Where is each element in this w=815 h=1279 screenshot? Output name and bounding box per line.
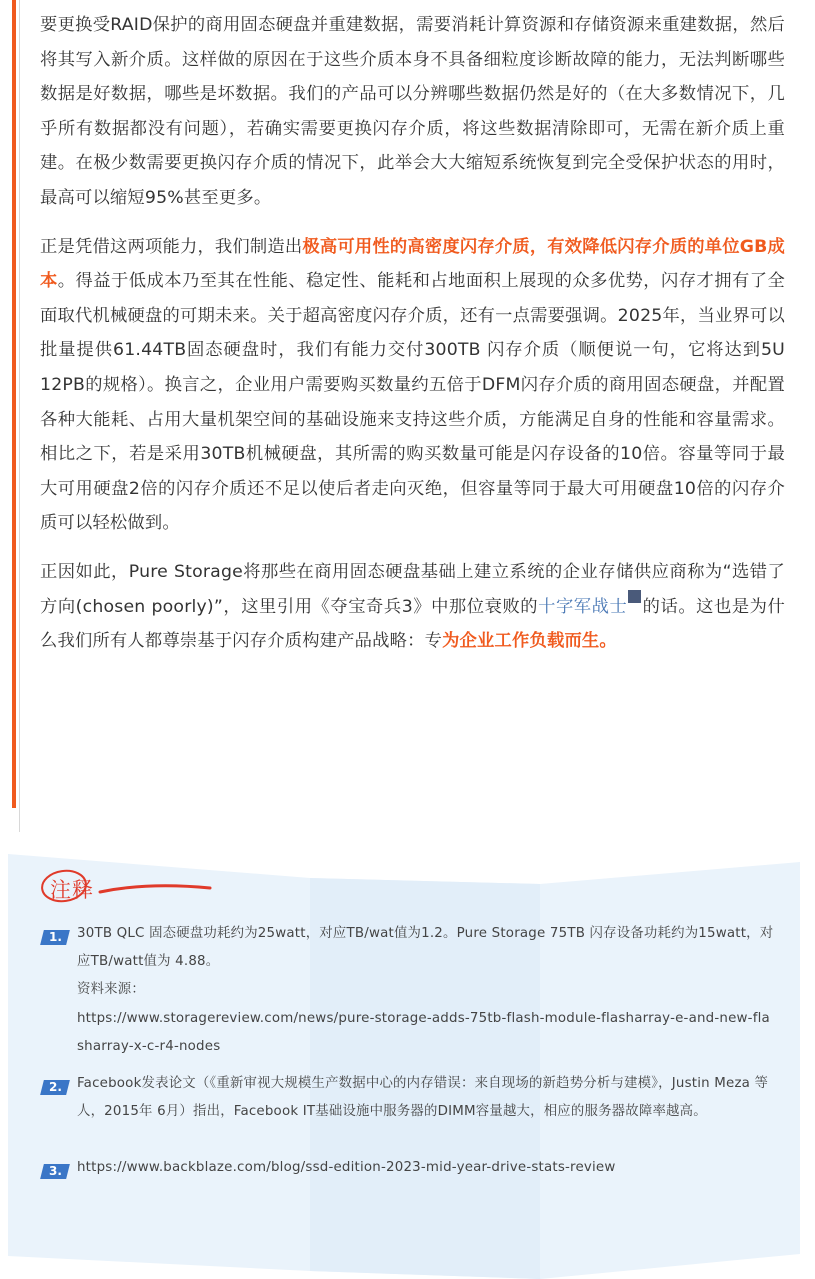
note-number: 3. — [48, 1164, 62, 1178]
note-number: 1. — [48, 930, 62, 944]
note-text: 30TB QLC 固态硬盘功耗约为25watt，对应TB/wat值为1.2。Pure Storage 75TB 闪存设备功耗约为15watt，对应TB/watt值为 4.88。 — [77, 926, 774, 970]
highlight-text: 极高可用性的高密度闪存介质，有效降低闪存介质的单位GB成本 — [40, 236, 785, 292]
note-number: 2. — [48, 1080, 62, 1094]
paragraph-2-rest: 。得益于低成本乃至其在性能、稳定性、能耗和占地面积上展现的众多优势，闪存才拥有了全面取代机械硬盘的可期未来。关于超高密度闪存介质，还有一点需要强调。2025年，当业界可以批量提供61.44TB固态硬盘时，我们有能力交付300TB 闪存介质（顺便说一句，它将达到5U 12PB的规格）。换言之，企业用户需要购买数量约五倍于DFM闪存介质的商用固态硬盘，并配置各种大能耗、占用大量机架空间的基础设施来支持这些介质，方能满足自身的性能和容量需求。相比之下，若是采用30TB机械硬盘，其所需的购买数量可能是闪存设备的10倍。容量等同于最大可用硬盘2倍的闪存介质还不足以使后者走向灭绝，但容量等同于最大可用硬盘10倍的闪存介质可以轻松做到。 — [40, 271, 786, 534]
note-source-url[interactable]: https://www.backblaze.com/blog/ssd-edition-2023-mid-year-drive-stats-review — [77, 1160, 616, 1175]
closing-highlight: 为企业工作负载而生。 — [442, 631, 617, 652]
note-text: Facebook发表论文（《重新审视大规模生产数据中心的内存错误：来自现场的新趋势分析与建模》，Justin Meza 等人，2015年 6月）指出，Facebook IT基础设施中服务器的DIMM容量越大，相应的服务器故障率越高。 — [77, 1076, 769, 1120]
article-text — [40, 8, 785, 673]
note-source-url[interactable]: https://www.storagereview.com/news/pure-storage-adds-75tb-flash-module-flasharray-e-and-new-flasharray-x-c-r4-nodes — [77, 1010, 770, 1054]
paragraph-3-rest: 的话。这也是为什么我们所有人都尊崇基于闪存介质构建产品战略：专 — [40, 596, 785, 652]
paragraph-1: 要更换受RAID保护的商用固态硬盘并重建数据，需要消耗计算资源和存储资源来重建数据，然后将其写入新介质。这样做的原因在于这些介质本身不具备细粒度诊断故障的能力，无法判断哪些数据是好数据，哪些是坏数据。我们的产品可以分辨哪些数据仍然是好的（在大多数情况下，几乎所有数据都没有问题），若确实需要更换闪存介质，将这些数据清除即可，无需在新介质上重建。在极少数需要更换闪存介质的情况下，此举会大大缩短系统恢复到完全受保护状态的用时，最高可以缩短95%甚至更多。 — [40, 15, 785, 208]
notes-title: 注释 — [50, 878, 94, 902]
paragraph-3-lead: 正因如此，Pure Storage将那些在商用固态硬盘基础上建立系统的企业存储供应商称为“选错了方向(chosen poorly)”，这里引用《夺宝奇兵3》中那位衰败的 — [40, 561, 785, 617]
note-item-2 — [77, 1070, 777, 1126]
note-item-1 — [77, 920, 777, 1061]
note-number-badge — [40, 1164, 70, 1179]
paragraph-3 — [40, 555, 785, 659]
accent-bar — [12, 0, 16, 808]
note-number-badge — [40, 930, 70, 945]
paragraph-2-lead: 正是凭借这两项能力，我们制造出 — [40, 236, 303, 257]
note-item-3 — [77, 1154, 777, 1182]
paragraph-2 — [40, 230, 785, 541]
crusader-link[interactable]: 十字军战士 — [538, 596, 628, 617]
accent-divider — [19, 0, 20, 832]
note-number-badge — [40, 1080, 70, 1095]
link-marker-icon — [628, 590, 641, 603]
note-source-label: 资料来源： — [77, 982, 145, 998]
notes-section — [0, 836, 815, 1279]
